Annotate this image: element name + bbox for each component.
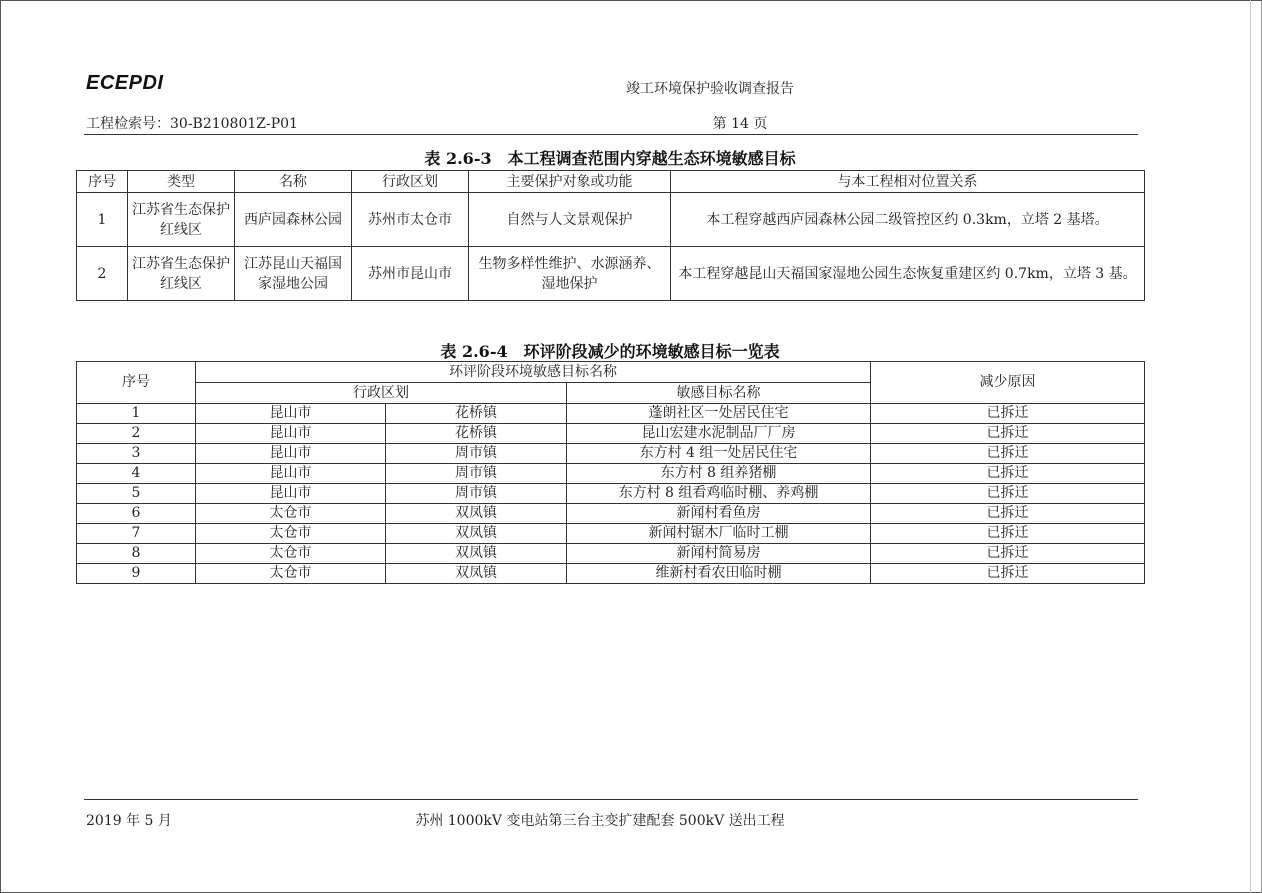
eco-sensitive-table: [76, 170, 1145, 301]
table-cell: 4: [77, 464, 196, 484]
table-cell: 江苏昆山天福国家湿地公园: [235, 247, 352, 301]
table-cell: 已拆迁: [871, 564, 1145, 584]
table-cell: 苏州市太仓市: [352, 193, 469, 247]
table-row: [77, 444, 1145, 464]
table1-header-row: [77, 171, 1145, 193]
table-cell: 东方村 8 组养猪棚: [567, 464, 871, 484]
table-cell: 太仓市: [196, 544, 386, 564]
table-cell: 昆山市: [196, 464, 386, 484]
table-cell: 维新村看农田临时棚: [567, 564, 871, 584]
table-cell: 已拆迁: [871, 524, 1145, 544]
table-row: [77, 424, 1145, 444]
table1-col-header: 名称: [235, 171, 352, 193]
table-cell: 1: [77, 193, 128, 247]
table-cell: 6: [77, 504, 196, 524]
header-divider: [84, 134, 1138, 135]
table-cell: 新闻村简易房: [567, 544, 871, 564]
table-cell: 双凤镇: [386, 524, 567, 544]
table-cell: 2: [77, 247, 128, 301]
page-number: 第 14 页: [712, 116, 768, 132]
table-cell: 花桥镇: [386, 404, 567, 424]
table1-col-header: 序号: [77, 171, 128, 193]
table-cell: 新闻村锯木厂临时工棚: [567, 524, 871, 544]
page-edge-line: [1250, 0, 1251, 893]
table-cell: 太仓市: [196, 524, 386, 544]
table-cell: 5: [77, 484, 196, 504]
table-cell: 已拆迁: [871, 544, 1145, 564]
doc-code: 工程检索号：30-B210801Z-P01: [86, 116, 298, 132]
table-cell: 已拆迁: [871, 464, 1145, 484]
table-cell: 已拆迁: [871, 484, 1145, 504]
table-cell: 双凤镇: [386, 504, 567, 524]
col-header-group: 环评阶段环境敏感目标名称: [196, 362, 871, 383]
table-cell: 双凤镇: [386, 564, 567, 584]
table-row: [77, 464, 1145, 484]
footer-divider: [84, 799, 1138, 800]
table2-caption: 表 2.6-4 环评阶段减少的环境敏感目标一览表: [440, 342, 780, 361]
table-cell: 西庐园森林公园: [235, 193, 352, 247]
col-header-no: 序号: [77, 362, 196, 404]
table-cell: 新闻村看鱼房: [567, 504, 871, 524]
table-cell: 已拆迁: [871, 424, 1145, 444]
table-cell: 东方村 4 组一处居民住宅: [567, 444, 871, 464]
table-cell: 太仓市: [196, 564, 386, 584]
table-cell: 东方村 8 组看鸡临时棚、养鸡棚: [567, 484, 871, 504]
table-row: [77, 404, 1145, 424]
table-row: [77, 524, 1145, 544]
table-cell: 昆山宏建水泥制品厂厂房: [567, 424, 871, 444]
table-cell: 花桥镇: [386, 424, 567, 444]
table-cell: 9: [77, 564, 196, 584]
footer-date: 2019 年 5 月: [86, 813, 172, 829]
table-cell: 太仓市: [196, 504, 386, 524]
table1-col-header: 主要保护对象或功能: [469, 171, 671, 193]
col-header-reason: 减少原因: [871, 362, 1145, 404]
table-cell: 已拆迁: [871, 404, 1145, 424]
table-cell: 昆山市: [196, 424, 386, 444]
reduced-targets-table: [76, 361, 1145, 584]
table1-col-header: 类型: [128, 171, 235, 193]
table-row: [77, 484, 1145, 504]
table-cell: 昆山市: [196, 484, 386, 504]
table-cell: 7: [77, 524, 196, 544]
table-cell: 生物多样性维护、水源涵养、湿地保护: [469, 247, 671, 301]
col-header-target: 敏感目标名称: [567, 383, 871, 404]
table-row: [77, 564, 1145, 584]
table-cell: 昆山市: [196, 404, 386, 424]
table-cell: 江苏省生态保护红线区: [128, 193, 235, 247]
table1-caption: 表 2.6-3 本工程调查范围内穿越生态环境敏感目标: [424, 149, 796, 168]
table-cell: 本工程穿越昆山天福国家湿地公园生态恢复重建区约 0.7km，立塔 3 基。: [671, 247, 1145, 301]
table-row: [77, 504, 1145, 524]
table1-col-header: 行政区划: [352, 171, 469, 193]
table-cell: 已拆迁: [871, 444, 1145, 464]
table-row: [77, 247, 1145, 301]
table-row: [77, 544, 1145, 564]
table-cell: 2: [77, 424, 196, 444]
table1-col-header: 与本工程相对位置关系: [671, 171, 1145, 193]
table-cell: 已拆迁: [871, 504, 1145, 524]
table-cell: 苏州市昆山市: [352, 247, 469, 301]
table-cell: 1: [77, 404, 196, 424]
table-cell: 自然与人文景观保护: [469, 193, 671, 247]
table-cell: 周市镇: [386, 484, 567, 504]
table-cell: 江苏省生态保护红线区: [128, 247, 235, 301]
company-logo: ECEPDI: [86, 72, 164, 94]
table-cell: 3: [77, 444, 196, 464]
table-cell: 昆山市: [196, 444, 386, 464]
table-cell: 周市镇: [386, 464, 567, 484]
report-title: 竣工环境保护验收调查报告: [626, 81, 794, 97]
table-cell: 蓬朗社区一处居民住宅: [567, 404, 871, 424]
col-header-admin: 行政区划: [196, 383, 567, 404]
table-cell: 本工程穿越西庐园森林公园二级管控区约 0.3km，立塔 2 基塔。: [671, 193, 1145, 247]
table-cell: 双凤镇: [386, 544, 567, 564]
table-cell: 8: [77, 544, 196, 564]
table-row: [77, 193, 1145, 247]
table-cell: 周市镇: [386, 444, 567, 464]
footer-project: 苏州 1000kV 变电站第三台主变扩建配套 500kV 送出工程: [415, 813, 785, 829]
